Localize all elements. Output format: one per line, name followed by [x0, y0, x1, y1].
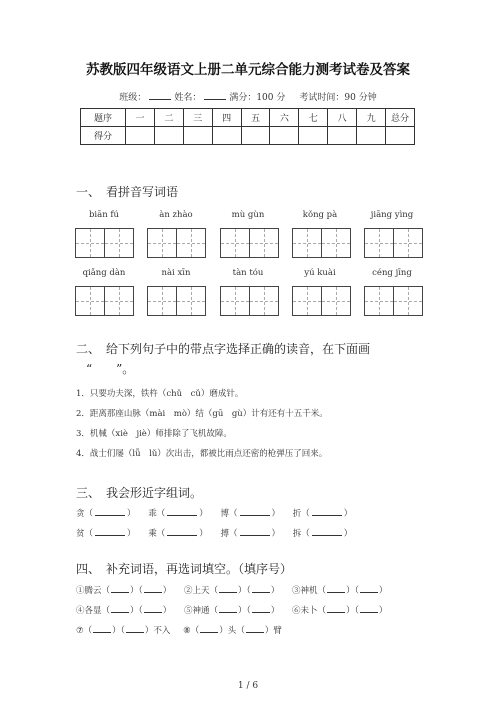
score-cell: 五	[241, 109, 270, 127]
pinyin: nài xīn	[161, 268, 191, 278]
score-entry[interactable]	[357, 127, 386, 145]
score-value-row	[81, 127, 415, 145]
word-row-2: 贫（ ） 乘（ ） 搏（ ） 拆（ ）	[76, 529, 353, 539]
score-cell: 一	[126, 109, 155, 127]
pinyin-row-1	[68, 210, 428, 220]
section-2-heading-cont: “ ”。	[86, 362, 135, 376]
answer-blank[interactable]	[167, 507, 197, 516]
writing-box[interactable]	[364, 228, 423, 258]
score-table	[80, 108, 415, 145]
score-cell: 九	[357, 109, 386, 127]
pinyin: mù gùn	[231, 210, 265, 220]
score-entry[interactable]	[299, 127, 328, 145]
exam-info	[0, 90, 496, 103]
score-header-row	[81, 109, 415, 127]
answer-blank[interactable]	[312, 527, 342, 536]
writing-grid-row-2	[75, 286, 423, 316]
writing-box[interactable]	[292, 286, 351, 316]
pinyin: yú kuài	[304, 268, 336, 278]
idiom-row-1: ①腾云（ ）（ ） ②上天（ ）（ ） ③神机（ ）（ ）	[76, 586, 388, 596]
page-number: 1 / 6	[237, 681, 259, 691]
pinyin-row-2	[68, 268, 428, 278]
answer-blank[interactable]	[240, 507, 270, 516]
section-4-heading: 四、 补充词语，再选词填空。（填序号）	[76, 562, 293, 576]
page-title: 苏教版四年级语文上册二单元综合能力测考试卷及答案	[86, 62, 410, 78]
score-cell: 八	[328, 109, 357, 127]
score-cell: 六	[270, 109, 299, 127]
section-2-heading: 二、 给下列句子中的带点字选择正确的读音，在下面画	[76, 342, 371, 356]
pinyin: jiāng yìng	[370, 210, 414, 220]
score-entry[interactable]	[154, 127, 183, 145]
writing-box[interactable]	[75, 228, 134, 258]
writing-box[interactable]	[147, 228, 206, 258]
score-entry[interactable]	[270, 127, 299, 145]
name-label: 姓名：	[174, 93, 202, 103]
score-entry[interactable]	[386, 127, 415, 145]
section-1-heading: 一、 看拼音写词语	[76, 185, 179, 199]
idiom-row-3: ⑦（ ）（ ）不入 ⑧（ ）头（ ）臂	[76, 626, 282, 636]
score-cell: 二	[154, 109, 183, 127]
answer-blank[interactable]	[240, 527, 270, 536]
pinyin: àn zhào	[159, 210, 193, 220]
pinyin: qiǎng dàn	[82, 268, 126, 278]
pinyin: céng jīng	[372, 268, 412, 278]
idiom-row-2: ④各显（ ）（ ） ⑤神通（ ）（ ） ⑥未卜（ ）（ ）	[76, 606, 388, 616]
question-item: 4．战士们屡（lǚ lǔ）次出击，都被比雨点还密的枪弹压了回来。	[76, 449, 328, 459]
answer-blank[interactable]	[167, 527, 197, 536]
exam-time: 考试时间：90 分钟	[299, 93, 377, 103]
pinyin: tàn tóu	[232, 268, 264, 278]
score-cell: 总分	[386, 109, 415, 127]
answer-blank[interactable]	[95, 527, 125, 536]
writing-box[interactable]	[75, 286, 134, 316]
pinyin: kǒng pà	[302, 210, 338, 220]
writing-box[interactable]	[364, 286, 423, 316]
score-cell: 三	[183, 109, 212, 127]
section-3-heading: 三、 我会形近字组词。	[76, 486, 203, 500]
word-row-1: 贪（ ） 乖（ ） 博（ ） 折（ ）	[76, 509, 353, 519]
score-entry[interactable]	[241, 127, 270, 145]
score-entry[interactable]	[183, 127, 212, 145]
score-cell: 四	[212, 109, 241, 127]
pinyin: biān fú	[88, 210, 120, 220]
class-label: 班级：	[119, 93, 147, 103]
question-item: 3．机械（xiè jiè）师排除了飞机故障。	[76, 429, 232, 439]
score-cell: 七	[299, 109, 328, 127]
full-score: 满分：100 分	[229, 93, 286, 103]
score-row-label: 得分	[81, 127, 126, 145]
score-cell: 题序	[81, 109, 126, 127]
answer-blank[interactable]	[95, 507, 125, 516]
question-item: 2．距离那座山脉（mài mò）结（gū gù）计有还有十五千米。	[76, 409, 328, 419]
answer-blank[interactable]	[312, 507, 342, 516]
name-blank	[204, 90, 226, 100]
writing-grid-row-1	[75, 228, 423, 258]
writing-box[interactable]	[220, 228, 279, 258]
score-entry[interactable]	[328, 127, 357, 145]
score-entry[interactable]	[212, 127, 241, 145]
class-blank	[149, 90, 171, 100]
writing-box[interactable]	[292, 228, 351, 258]
question-item: 1．只要功夫深，铁杵（chǔ cǔ）磨成针。	[76, 389, 244, 399]
writing-box[interactable]	[220, 286, 279, 316]
score-entry[interactable]	[126, 127, 155, 145]
writing-box[interactable]	[147, 286, 206, 316]
